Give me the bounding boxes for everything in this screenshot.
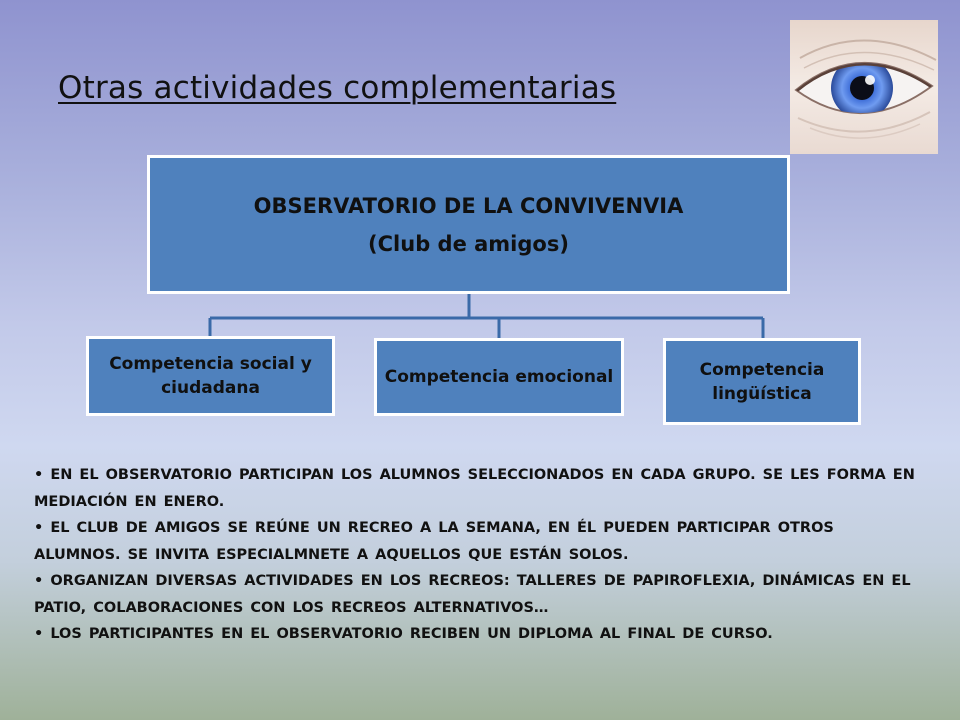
observatorio-box — [147, 155, 790, 294]
bullet-item: • ORGANIZAN DIVERSAS ACTIVIDADES EN LOS RECREOS: TALLERES DE PAPIROFLEXIA, DINÁMICAS EN EL PATIO, COLABORACIONES CON LOS RECREOS ALTERNATIVOS… — [34, 573, 911, 616]
competencia-linguistica-label: Competencia lingüística — [699, 359, 825, 404]
bullet-item: • EL CLUB DE AMIGOS SE REÚNE UN RECREO A LA SEMANA, EN ÉL PUEDEN PARTICIPAR OTROS ALUMNOS. SE INVITA ESPECIALMNETE A AQUELLOS QUE ESTÁN SOLOS. — [34, 520, 834, 563]
observatorio-title: OBSERVATORIO DE LA CONVIVENVIA — [253, 193, 684, 218]
observatorio-subtitle: (Club de amigos) — [368, 231, 569, 256]
competencia-emocional-label: Competencia emocional — [384, 367, 614, 387]
competencia-linguistica-box — [663, 338, 861, 425]
bullet-item: • LOS PARTICIPANTES EN EL OBSERVATORIO RECIBEN UN DIPLOMA AL FINAL DE CURSO. — [34, 626, 773, 642]
competencia-emocional-box — [374, 338, 624, 416]
bullet-list — [34, 462, 924, 648]
competencia-social-label: Competencia social y ciudadana — [109, 354, 312, 398]
bullet-item: • EN EL OBSERVATORIO PARTICIPAN LOS ALUMNOS SELECCIONADOS EN CADA GRUPO. SE LES FORMA EN MEDIACIÓN EN ENERO. — [34, 467, 915, 510]
slide-title: Otras actividades complementarias — [58, 70, 617, 106]
competencia-social-box — [86, 336, 335, 416]
